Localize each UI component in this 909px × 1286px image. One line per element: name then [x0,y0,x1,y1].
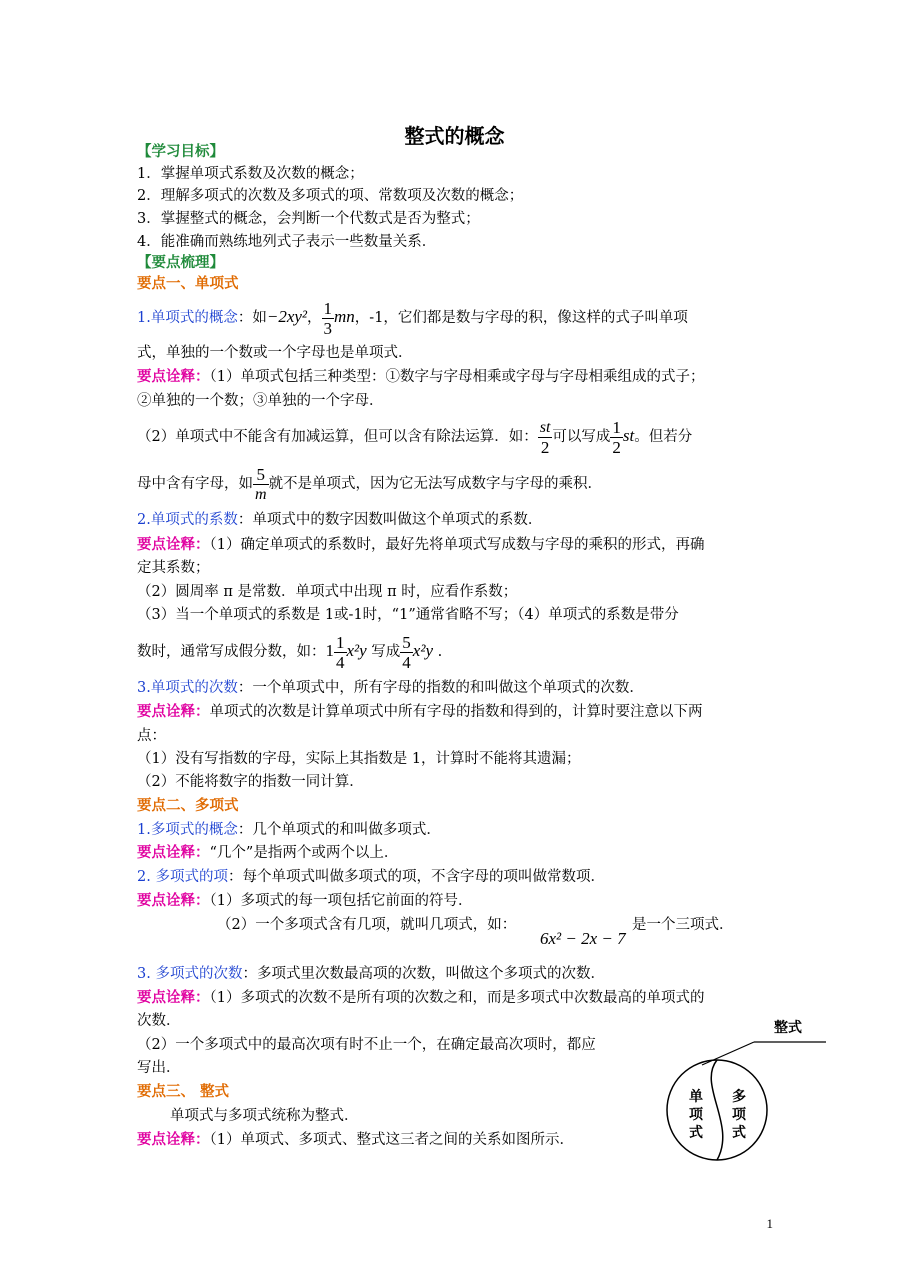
text: （1）多项式的每一项包括它前面的符号． [209,893,473,909]
denominator: 2 [540,437,550,457]
denominator: m [255,485,267,503]
mono-coef [137,510,542,530]
text: （2）单项式中不能含有加减运算，但可以含有除法运算．如： [137,429,538,445]
note-label: 要点诠释： [137,990,210,1006]
math-expr: mn [334,307,355,326]
numerator: 1 [612,417,621,437]
denominator: 4 [402,652,411,672]
diagram-outer-label: 整式 [774,1020,802,1036]
note-label: 要点诠释： [137,704,210,720]
poly-term [137,867,605,887]
mono-coef-note-4 [137,629,442,674]
goal-item: 1．掌握单项式系数及次数的概念； [137,166,364,182]
points-header: 【要点梳理】 [137,255,224,271]
numerator: 1 [323,298,333,318]
mono-degree-note-1: （1）没有写指数的字母，实际上其指数是 1，计算时不能将其遗漏； [137,751,581,767]
text: ：单项式中的数字因数叫做这个单项式的系数． [237,512,543,528]
diagram-left-char: 单 [689,1089,703,1105]
diagram-left-char: 项 [689,1107,703,1123]
poly-degree-note-2: （2）一个多项式中的最高次项有时不止一个，在确定最高次项时，都应 [137,1037,596,1053]
poly-degree-label: 3. 多项式的次数 [137,966,243,982]
text: 。但若分 [634,429,693,445]
diagram-right-char: 项 [732,1107,746,1123]
math-expr: x²y [412,641,433,660]
fraction [538,418,553,457]
text: ， [307,310,322,326]
text: 母中含有字母，如 [137,476,253,492]
note-label: 要点诠释： [137,845,210,861]
whole-note [137,1130,574,1150]
numerator: 5 [402,632,411,652]
text: ：多项式里次数最高项的次数，叫做这个多项式的次数． [242,966,605,982]
note-label: 要点诠释： [137,369,210,385]
section-heading-mono: 要点一、单项式 [137,276,239,292]
text: 写成 [366,644,401,660]
text: （1）多项式的次数不是所有项的次数之和，而是多项式中次数最高的单项式的 [209,990,705,1006]
poly-degree-note-2b: 写出． [137,1060,181,1076]
text: （2）一个多项式含有几项，就叫几项式，如： [217,917,517,933]
mono-coef-note-3: （3）当一个单项式的系数是 1或-1时，“1”通常省略不写；（4）单项式的系数是带分 [137,607,679,623]
note-label: 要点诠释： [137,893,210,909]
mono-degree-note [137,702,703,722]
goals-header: 【学习目标】 [137,144,224,160]
note-label: 要点诠释： [137,537,210,553]
text: 数时，通常写成假分数，如： [137,644,326,660]
diagram-right-char: 多 [732,1089,746,1105]
text: “几个”是指两个或两个以上． [209,845,399,861]
diagram-left-char: 式 [689,1125,703,1141]
mono-concept-cont: 式，单独的一个数或一个字母也是单项式． [137,345,413,361]
poly-term-note-1 [137,891,472,911]
text: 就不是单项式，因为它无法写成数字与字母的乘积． [268,476,603,492]
mono-concept [137,297,688,338]
outer-circle [667,1060,767,1160]
text: （1）确定单项式的系数时，最好先将单项式写成数与字母的乘积的形式，再确 [209,537,705,553]
goal-item: 4．能准确而熟练地列式子表示一些数量关系． [137,234,437,250]
mono-note-1b: ②单独的一个数；③单独的一个字母． [137,393,384,409]
poly-concept-label: 1.多项式的概念 [137,822,238,838]
divider-curve [711,1060,723,1160]
text: ，-1，它们都是数与字母的积，像这样的式子叫单项 [354,310,688,326]
text: 单项式的次数是计算单项式中所有字母的指数和得到的，计算时要注意以下两 [209,704,703,720]
mono-note-1 [137,367,704,387]
goal-item: 3．掌握整式的概念，会判断一个代数式是否为整式； [137,211,480,227]
poly-degree [137,964,605,984]
fraction [253,465,269,504]
text: ：几个单项式的和叫做多项式． [237,822,441,838]
whole-def: 单项式与多项式统称为整式． [170,1108,359,1124]
poly-term-label: 2. 多项式的项 [137,869,228,885]
denominator: 2 [612,437,621,457]
numerator: 1 [336,632,345,652]
denominator: 3 [323,318,333,338]
mono-degree-note-b: 点： [137,728,166,744]
mono-note-3 [137,462,602,506]
section-heading-whole: 要点三、 整式 [137,1084,230,1100]
diagram-right-char: 式 [732,1125,746,1141]
math-expr: st [622,426,635,445]
poly-term-note-2 [217,915,516,935]
mono-coef-note-2: （2）圆周率 π 是常数．单项式中出现 π 时，应看作系数； [137,584,518,600]
text: 可以写成 [552,429,611,445]
fraction [610,418,623,457]
relation-diagram [662,1015,832,1175]
text: （1）单项式包括三种类型：①数字与字母相乘或字母与字母相乘组成的式子； [209,369,705,385]
page-number: 1 [766,1216,773,1231]
poly-concept [137,820,441,840]
mono-note-2 [137,414,692,459]
math-expr: x²y [346,641,367,660]
poly-term-note-2b: 是一个三项式． [632,917,734,933]
goal-item: 2．理解多项式的次数及多项式的项、常数项及次数的概念； [137,188,524,204]
numerator: st [539,418,551,436]
mono-coef-note-1b: 定其系数； [137,560,210,576]
poly-example: 6x² − 2x − 7 [540,929,626,948]
mono-concept-label: 1.单项式的概念 [137,310,238,326]
text: . [432,644,443,660]
page-title: 整式的概念 [404,124,505,148]
fraction [322,299,335,338]
numerator: 5 [253,465,269,485]
math-expr: −2xy² [266,307,308,326]
mono-degree-label: 3.单项式的次数 [137,680,238,696]
text: ：如 [237,310,267,326]
fraction [334,633,347,672]
poly-degree-note-1b: 次数． [137,1013,181,1029]
text: ：每个单项式叫做多项式的项，不含字母的项叫做常数项． [227,869,605,885]
note-label: 要点诠释： [137,1132,210,1148]
text: （1）单项式、多项式、整式这三者之间的关系如图所示． [209,1132,574,1148]
mono-coef-note-1 [137,535,704,555]
denominator: 4 [336,652,345,672]
poly-concept-note [137,843,398,863]
text: ：一个单项式中，所有字母的指数的和叫做这个单项式的次数． [237,680,644,696]
poly-degree-note-1 [137,988,704,1008]
whole-number: 1 [325,641,334,660]
mono-degree-note-2: （2）不能将数字的指数一同计算． [137,774,364,790]
fraction [400,633,413,672]
mono-coef-label: 2.单项式的系数 [137,512,238,528]
section-heading-poly: 要点二、多项式 [137,798,239,814]
mono-degree [137,678,644,698]
